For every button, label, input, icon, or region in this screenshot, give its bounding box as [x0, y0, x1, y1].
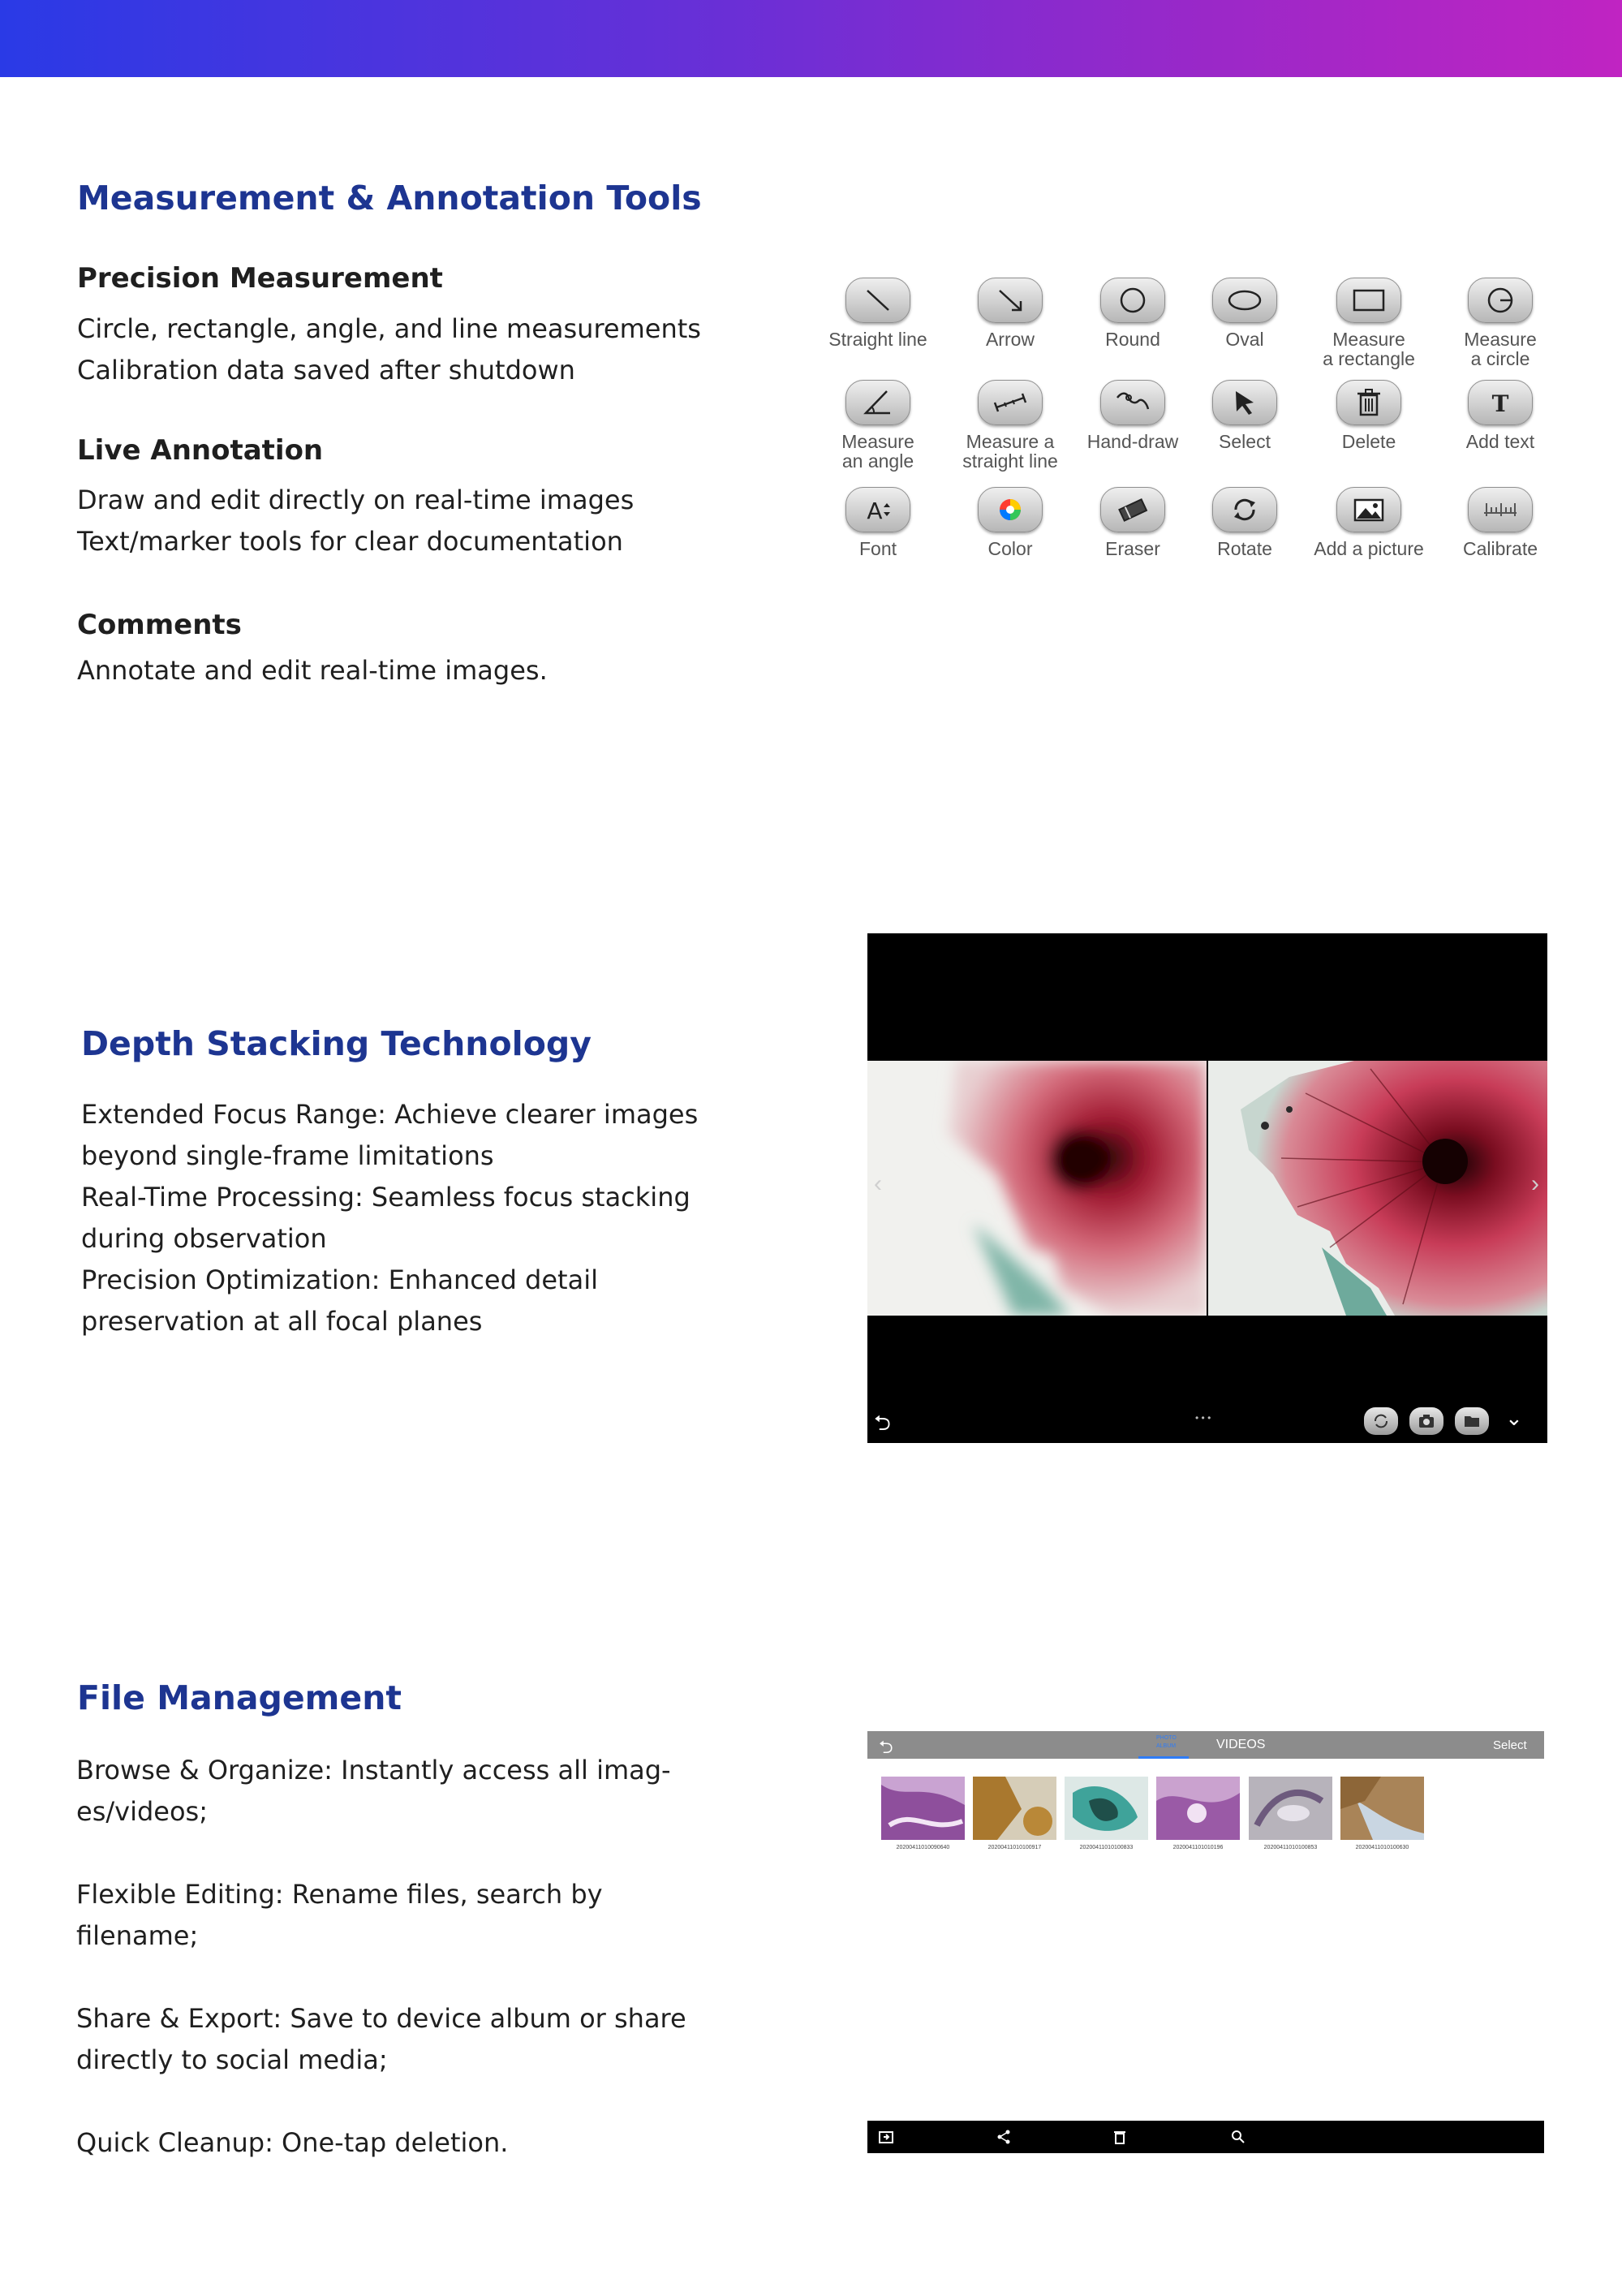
stacked-specimen-image — [1208, 1061, 1547, 1316]
file-line: es/videos; — [76, 1796, 208, 1827]
live-annotation-heading: Live Annotation — [77, 434, 324, 467]
straight-line-icon — [858, 284, 898, 317]
thumbnail-caption: 20200411010100630 — [1355, 1845, 1409, 1850]
tool-delete[interactable] — [1304, 380, 1434, 451]
rotate-icon — [1224, 493, 1265, 526]
tool-label: Add text — [1465, 431, 1535, 452]
thumbnail-caption: 20200411010100833 — [1079, 1845, 1134, 1850]
precision-line: Calibration data saved after shutdown — [77, 355, 575, 386]
tool-rotate[interactable] — [1180, 487, 1310, 558]
depth-stacking-text — [81, 1094, 698, 1342]
share-icon[interactable] — [995, 2128, 1013, 2146]
thumbnail-caption: 20200411010090640 — [896, 1845, 950, 1850]
prev-image-button[interactable]: ‹ — [874, 1170, 882, 1197]
calibrate-icon — [1480, 493, 1521, 526]
folder-icon — [1462, 1411, 1482, 1431]
live-line: Draw and edit directly on real-time images — [77, 485, 635, 515]
depth-line: during observation — [81, 1223, 327, 1254]
tab-photo-album-label-line1: PHOTO — [1156, 1735, 1177, 1741]
circle-icon — [1112, 284, 1153, 317]
live-annotation-text — [77, 480, 634, 562]
capture-button[interactable] — [1409, 1407, 1443, 1435]
expand-toolbar-button[interactable]: ⌄ — [1505, 1406, 1523, 1430]
tab-photo-album-label-line2: ALBUM — [1156, 1743, 1177, 1749]
rectangle-icon — [1349, 284, 1389, 317]
tool-add-picture[interactable] — [1304, 487, 1434, 558]
eraser-icon — [1112, 493, 1153, 526]
tool-label: Add a picture — [1314, 538, 1424, 559]
tool-label: Hand-draw — [1086, 431, 1179, 452]
tool-label: Measure a circle — [1464, 329, 1537, 369]
blurred-specimen-image — [867, 1061, 1207, 1316]
tab-videos[interactable]: VIDEOS — [1216, 1738, 1266, 1751]
section-title-depth-stacking: Depth Stacking Technology — [81, 1024, 592, 1063]
gallery-top-bar — [867, 1731, 1544, 1759]
gallery-bottom-bar — [867, 2121, 1544, 2153]
depth-line: Precision Optimization: Enhanced detail — [81, 1264, 598, 1295]
thumbnail[interactable] — [881, 1777, 965, 1840]
precision-heading: Precision Measurement — [77, 262, 443, 295]
arrow-icon — [990, 284, 1030, 317]
thumbnail-caption: 20200411010100853 — [1263, 1845, 1318, 1850]
file-line: Share & Export: Save to device album or share — [76, 2003, 686, 2034]
refresh-button[interactable] — [1364, 1407, 1398, 1435]
file-line: Quick Cleanup: One-tap deletion. — [76, 2127, 509, 2158]
tool-measure-angle[interactable] — [813, 380, 943, 471]
comments-text: Annotate and edit real-time images. — [77, 655, 548, 686]
depth-line: beyond single-frame limitations — [81, 1140, 494, 1171]
search-icon[interactable] — [1229, 2128, 1247, 2146]
measure-circle-icon — [1480, 284, 1521, 317]
tool-label: Eraser — [1105, 538, 1160, 559]
tool-arrow[interactable] — [945, 278, 1075, 349]
tool-select[interactable] — [1180, 380, 1310, 451]
comments-heading: Comments — [77, 609, 242, 641]
angle-icon — [858, 386, 898, 419]
tool-label: Round — [1105, 329, 1160, 350]
refresh-icon — [1371, 1411, 1391, 1431]
file-line: directly to social media; — [76, 2044, 388, 2075]
text-icon — [1480, 386, 1521, 419]
svg-text:A: A — [867, 498, 883, 524]
thumbnail[interactable] — [1065, 1777, 1148, 1840]
section-title-measurement: Measurement & Annotation Tools — [77, 179, 702, 218]
file-line: Browse & Organize: Instantly access all imag- — [76, 1755, 671, 1786]
svg-text:T: T — [1491, 390, 1509, 417]
thumbnail-caption: 2020041101010196 — [1172, 1845, 1224, 1850]
file-management-text — [76, 1750, 686, 2164]
live-line: Text/marker tools for clear documentation — [77, 526, 623, 557]
thumbnail[interactable] — [1340, 1777, 1424, 1840]
header-gradient-bar — [0, 0, 1622, 77]
tool-font[interactable] — [813, 487, 943, 558]
ruler-line-icon — [990, 386, 1030, 419]
file-line: Flexible Editing: Rename files, search by — [76, 1879, 603, 1910]
depth-line: preservation at all focal planes — [81, 1306, 483, 1337]
tool-label: Delete — [1341, 431, 1396, 452]
tool-label: Measure a straight line — [962, 431, 1058, 472]
tool-label: Straight line — [828, 329, 927, 350]
picture-icon — [1349, 493, 1389, 526]
select-button[interactable]: Select — [1493, 1738, 1527, 1752]
tool-hand-draw[interactable] — [1068, 380, 1198, 451]
cursor-icon — [1224, 386, 1265, 419]
tool-eraser[interactable] — [1068, 487, 1198, 558]
tool-add-text[interactable] — [1435, 380, 1565, 451]
thumbnail[interactable] — [1156, 1777, 1240, 1840]
thumbnail-caption: 20200411010100917 — [987, 1845, 1042, 1850]
depth-line: Extended Focus Range: Achieve clearer images — [81, 1099, 699, 1130]
export-icon[interactable] — [877, 2128, 895, 2146]
tool-measure-circle[interactable] — [1435, 278, 1565, 368]
page-dots: • • • — [1195, 1412, 1211, 1424]
thumbnail[interactable] — [973, 1777, 1056, 1840]
camera-icon — [1417, 1411, 1436, 1431]
depth-line: Real-Time Processing: Seamless focus stacking — [81, 1182, 691, 1213]
thumbnail[interactable] — [1249, 1777, 1332, 1840]
gallery-back-button[interactable]: ⮌ — [879, 1737, 893, 1757]
section-title-file-management: File Management — [77, 1678, 402, 1717]
font-icon — [858, 493, 898, 526]
tool-label: Font — [858, 538, 897, 559]
oval-icon — [1224, 284, 1265, 317]
file-line: filename; — [76, 1920, 199, 1951]
tool-oval[interactable] — [1180, 278, 1310, 349]
tool-straight-line[interactable] — [813, 278, 943, 349]
tool-measure-rectangle[interactable] — [1304, 278, 1434, 368]
tool-round[interactable] — [1068, 278, 1198, 349]
tool-measure-straight-line[interactable] — [945, 380, 1075, 471]
next-image-button[interactable]: › — [1531, 1170, 1539, 1197]
tool-label: Color — [987, 538, 1033, 559]
tool-color[interactable] — [945, 487, 1075, 558]
color-wheel-icon — [990, 493, 1030, 526]
hand-draw-icon — [1112, 386, 1153, 419]
precision-line: Circle, rectangle, angle, and line measurements — [77, 313, 701, 344]
back-button[interactable]: ⮌ — [874, 1411, 891, 1435]
delete-icon[interactable] — [1111, 2128, 1129, 2146]
tool-label: Rotate — [1217, 538, 1272, 559]
tab-photo-album[interactable] — [1138, 1731, 1189, 1759]
tool-label: Oval — [1225, 329, 1264, 350]
tool-label: Arrow — [985, 329, 1035, 350]
precision-text — [77, 308, 701, 391]
tool-label: Measure an angle — [841, 431, 914, 472]
tool-calibrate[interactable] — [1435, 487, 1565, 558]
trash-icon — [1349, 386, 1389, 419]
gallery-button[interactable] — [1455, 1407, 1489, 1435]
depth-stacking-viewer — [867, 933, 1547, 1443]
tool-label: Calibrate — [1462, 538, 1538, 559]
tool-label: Measure a rectangle — [1323, 329, 1415, 369]
tool-label: Select — [1219, 431, 1271, 452]
